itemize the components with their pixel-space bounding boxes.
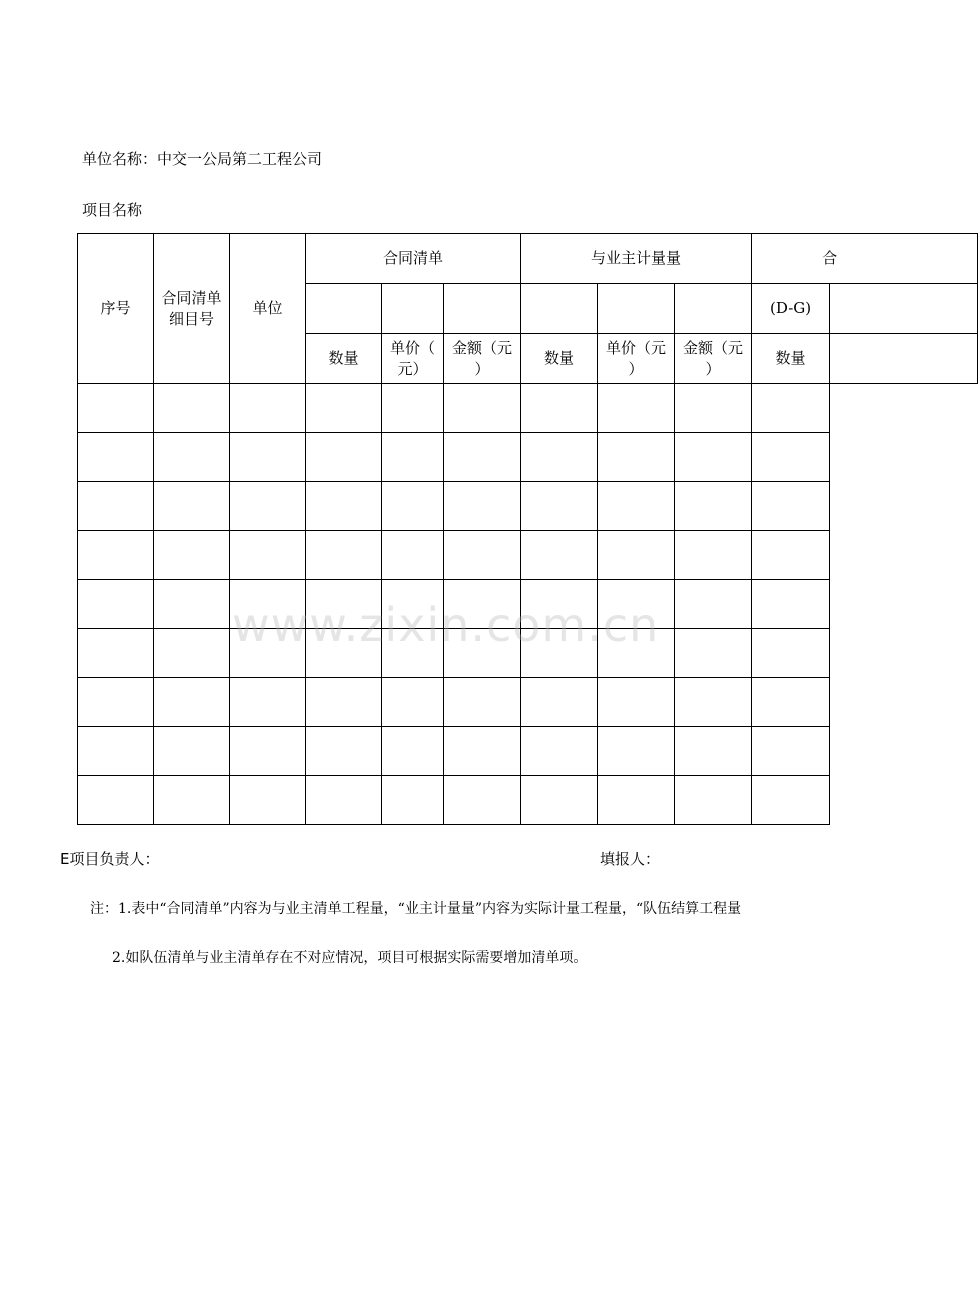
header-item-no: 合同清单 细目号 — [154, 234, 230, 384]
table-row — [78, 580, 978, 629]
table-cell[interactable] — [752, 433, 830, 482]
table-cell[interactable] — [521, 629, 598, 678]
table-cell[interactable] — [444, 384, 521, 433]
table-cell[interactable] — [444, 482, 521, 531]
table-cell[interactable] — [521, 433, 598, 482]
table-cell[interactable] — [154, 629, 230, 678]
header-blank-cell — [306, 284, 382, 334]
table-cell[interactable] — [230, 482, 306, 531]
table-cell[interactable] — [675, 776, 752, 825]
table-cell[interactable] — [382, 629, 444, 678]
table-cell[interactable] — [752, 384, 830, 433]
project-leader-label: E项目负责人： — [60, 850, 160, 868]
table-cell[interactable] — [230, 727, 306, 776]
table-cell[interactable] — [78, 384, 154, 433]
table-cell[interactable] — [752, 580, 830, 629]
reporter-label: 填报人： — [600, 850, 661, 868]
header-partial-qty: 数量 — [752, 334, 830, 384]
table-cell[interactable] — [444, 678, 521, 727]
table-cell[interactable] — [306, 580, 382, 629]
table-cell[interactable] — [675, 482, 752, 531]
table-row — [78, 531, 978, 580]
header-owner-amount: 金额（元 ） — [675, 334, 752, 384]
table-cell[interactable] — [382, 678, 444, 727]
table-cell[interactable] — [444, 433, 521, 482]
table-cell[interactable] — [521, 384, 598, 433]
table-cell[interactable] — [675, 433, 752, 482]
table-cell[interactable] — [444, 727, 521, 776]
table-cell[interactable] — [78, 433, 154, 482]
table-cell[interactable] — [230, 678, 306, 727]
table-cell[interactable] — [154, 678, 230, 727]
table-cell[interactable] — [598, 678, 675, 727]
header-partial-group: 合 — [752, 234, 978, 284]
table-cell[interactable] — [78, 531, 154, 580]
table-cell[interactable] — [521, 776, 598, 825]
table-cell[interactable] — [78, 678, 154, 727]
table-cell[interactable] — [230, 580, 306, 629]
table-cell[interactable] — [521, 482, 598, 531]
table-cell[interactable] — [444, 776, 521, 825]
table-cell[interactable] — [78, 629, 154, 678]
table-cell[interactable] — [78, 482, 154, 531]
table-cell[interactable] — [78, 727, 154, 776]
table-cell[interactable] — [598, 384, 675, 433]
table-row — [78, 629, 978, 678]
table-cell[interactable] — [675, 384, 752, 433]
table-cell[interactable] — [598, 580, 675, 629]
table-cell[interactable] — [598, 482, 675, 531]
table-cell[interactable] — [752, 678, 830, 727]
header-contract-qty: 数量 — [306, 334, 382, 384]
note-line-2: 2.如队伍清单与业主清单存在不对应情况，项目可根据实际需要增加清单项。 — [112, 950, 588, 966]
table-cell[interactable] — [598, 531, 675, 580]
table-cell[interactable] — [752, 776, 830, 825]
watermark-text: www.zixin.com.cn — [232, 598, 660, 652]
table-cell[interactable] — [154, 776, 230, 825]
table-cell[interactable] — [521, 531, 598, 580]
table-cell[interactable] — [598, 433, 675, 482]
unit-name-line: 单位名称：中交一公局第二工程公司 — [82, 150, 323, 168]
table-cell[interactable] — [382, 727, 444, 776]
table-cell[interactable] — [752, 727, 830, 776]
table-row — [78, 678, 978, 727]
table-cell[interactable] — [382, 384, 444, 433]
table-row — [78, 727, 978, 776]
note-line-1: 注：1.表中“合同清单”内容为与业主清单工程量，“业主计量量”内容为实际计量工程量，“队伍结算工程量 — [90, 901, 742, 917]
table-cell[interactable] — [444, 580, 521, 629]
header-seq: 序号 — [78, 234, 154, 384]
table-cell[interactable] — [521, 678, 598, 727]
table-cell[interactable] — [752, 482, 830, 531]
table-cell[interactable] — [675, 531, 752, 580]
table-cell[interactable] — [306, 384, 382, 433]
header-unit: 单位 — [230, 234, 306, 384]
table-cell[interactable] — [306, 776, 382, 825]
table-cell[interactable] — [78, 580, 154, 629]
table-cell[interactable] — [444, 629, 521, 678]
header-owner-group: 与业主计量量 — [521, 234, 752, 284]
table-cell[interactable] — [154, 482, 230, 531]
table-cell[interactable] — [306, 433, 382, 482]
table-cell[interactable] — [382, 580, 444, 629]
header-dg-label: (D-G) — [752, 284, 830, 334]
table-cell[interactable] — [154, 580, 230, 629]
header-contract-amount: 金额（元 ） — [444, 334, 521, 384]
table-cell[interactable] — [230, 433, 306, 482]
table-row — [78, 776, 978, 825]
table-cell[interactable] — [598, 629, 675, 678]
project-name-label: 项目名称 — [82, 201, 143, 219]
table-cell[interactable] — [154, 531, 230, 580]
table-cell[interactable] — [382, 433, 444, 482]
header-contract-price: 单价（ 元） — [382, 334, 444, 384]
table-cell[interactable] — [154, 433, 230, 482]
table-cell[interactable] — [382, 776, 444, 825]
table-cell[interactable] — [306, 727, 382, 776]
table-cell[interactable] — [306, 531, 382, 580]
table-cell[interactable] — [521, 580, 598, 629]
table-cell[interactable] — [306, 678, 382, 727]
table-cell[interactable] — [154, 727, 230, 776]
table-cell[interactable] — [230, 776, 306, 825]
table-cell[interactable] — [230, 629, 306, 678]
table-cell[interactable] — [675, 629, 752, 678]
table-cell[interactable] — [382, 482, 444, 531]
header-contract-group: 合同清单 — [306, 234, 521, 284]
table-cell[interactable] — [598, 727, 675, 776]
settlement-table — [77, 233, 978, 825]
table-cell[interactable] — [752, 629, 830, 678]
header-blank-cell — [830, 334, 978, 384]
table-cell[interactable] — [230, 531, 306, 580]
header-owner-price: 单价（元 ） — [598, 334, 675, 384]
table-cell[interactable] — [382, 531, 444, 580]
header-blank-cell — [521, 284, 598, 334]
table-row — [78, 482, 978, 531]
header-blank-cell — [382, 284, 444, 334]
header-owner-qty: 数量 — [521, 334, 598, 384]
table-cell[interactable] — [306, 629, 382, 678]
header-blank-cell — [598, 284, 675, 334]
header-blank-cell — [830, 284, 978, 334]
table-cell[interactable] — [306, 482, 382, 531]
header-blank-cell — [444, 284, 521, 334]
table-cell[interactable] — [675, 727, 752, 776]
table-cell[interactable] — [598, 776, 675, 825]
table-cell[interactable] — [444, 531, 521, 580]
table-row — [78, 433, 978, 482]
table-row — [78, 384, 978, 433]
settlement-table-container — [77, 233, 838, 833]
table-cell[interactable] — [230, 384, 306, 433]
header-blank-cell — [675, 284, 752, 334]
table-cell[interactable] — [521, 727, 598, 776]
table-cell[interactable] — [78, 776, 154, 825]
table-cell[interactable] — [675, 678, 752, 727]
table-cell[interactable] — [675, 580, 752, 629]
table-cell[interactable] — [752, 531, 830, 580]
table-cell[interactable] — [154, 384, 230, 433]
